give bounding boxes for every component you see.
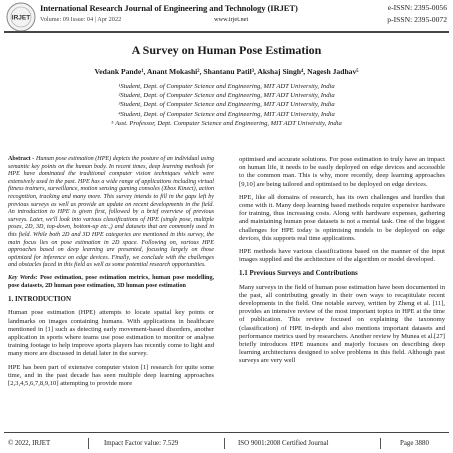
section-heading-previous-surveys: 1.1 Previous Surveys and Contributions (239, 269, 358, 278)
journal-title: International Research Journal of Engineering and Technology (IRJET) (40, 3, 298, 13)
footer-separator (380, 438, 381, 449)
keywords-text: Pose estimation, pose estimation metrics, human pose modelling, pose datasets, 2D human pose estimation, 3D human pose estimation (8, 274, 215, 289)
right-column (239, 156, 445, 371)
author-list: Vedank Pande¹, Anant Mokashi², Shantanu Patil³, Akshaj Singh⁴, Nagesh Jadhav⁵ (94, 67, 359, 76)
affiliation-4: ⁴Student, Dept. of Computer Science and Engineering, MIT ADT University, India (118, 110, 335, 118)
section-heading-introduction: 1. INTRODUCTION (8, 295, 72, 304)
paper-title: A Survey on Human Pose Estimation (131, 43, 322, 57)
affiliations (0, 82, 453, 128)
body-paragraph-1: optimised and accurate solutions. For pose estimation to truly have an impact on human life, it needs to be easily deployed on edge devices and accessible to the common man. This is why, more recently, deep learning approaches [9,10] are being tailored and optimised to be deployed on edge devices. (239, 156, 445, 188)
keywords (8, 275, 214, 290)
footer-divider (4, 432, 449, 433)
body-paragraph-2: HPE, like all domains of research, has its own challenges and hurdles that come with it. Many deep learning based methods require expensive hardware for training, thus increasing costs. Along with hardware expenses, gathering and maintaining human pose datasets is not a menial task. One of the biggest challenges for HPE today is optimising models to be deployed on edge devices, this supports real time applications. (239, 193, 445, 242)
footer-iso: ISO 9001:2008 Certified Journal (238, 440, 329, 447)
journal-header (0, 0, 453, 34)
body-paragraph-4: Many surveys in the field of human pose estimation have been documented in the past, all contributing greatly in their own ways to recapitulate recent developments in the field. One notable survey, written by Zheng et al. [11], provides an intensive review of the most important topics in HPE at the time of publication. This review focused on explaining the taxonomy (classification) of HPE in-depth and also mentions important datasets and performance metrics used by researchers. Another review by Munea et al.[27] briefly introduces HPE nuances and majorly focuses on describing deep learning architectures designed to solve problems in this field. Although past surveys are very well (239, 283, 445, 365)
keywords-label: Key Words: (8, 274, 38, 281)
affiliation-2: ²Student, Dept. of Computer Science and Engineering, MIT ADT University, India (118, 92, 335, 100)
header-divider (4, 31, 449, 33)
affiliation-1: ¹Student, Dept. of Computer Science and Engineering, MIT ADT University, India (118, 83, 335, 90)
footer-copyright: © 2022, IRJET (8, 440, 51, 447)
journal-url[interactable]: www.irjet.net (214, 16, 249, 23)
abstract (8, 156, 214, 270)
intro-paragraph-2: HPE has been part of extensive computer vision [1] research for quite some time, and in the past decade has seen multiple deep learning approaches [2,3,4,5,6,7,8,9,10] attempting to provide more (8, 363, 214, 387)
abstract-text: Human pose estimation (HPE) depicts the posture of an individual using semantic key points on the human body. In recent times, deep learning methods for HPE have dominated the traditional computer vision techniques which were extensively used in the past. HPE has a wide range of applications including virtual fitness trainers, surveillance, motion sensing gaming consoles (Xbox Kinect), action recognition, tracking and many more. This survey intends to fill in the gaps left by previous surveys as well as provide an update on recent developments in the field. An introduction to HPE is given first, followed by a brief overview of previous surveys. Later, we'll look into various classifications of HPE (single pose, multiple poses, 2D, 3D, top-down, bottom-up etc.,) and datasets that are commonly used in this field. While both 2D and 3D HPE categories are mentioned in this survey, the main focus lies on pose estimation in 2D space. Following on, various HPE approaches based on deep learning are presented, focusing largely on those optimized for inference on edge devices. Finally, we conclude with the challenges and obstacles faced in this field as well as some potential research opportunities. (8, 156, 214, 269)
left-column (8, 156, 214, 393)
footer-separator (88, 438, 89, 449)
e-issn: e-ISSN: 2395-0056 (387, 3, 447, 12)
footer-page-number: Page 3880 (400, 440, 429, 447)
volume-issue: Volume: 09 Issue: 04 | Apr 2022 (40, 16, 122, 23)
abstract-label: Abstract - (8, 156, 35, 162)
affiliation-5: ⁵ Asst. Professor, Dept. Computer Science and Engineering, MIT ADT University, India (111, 119, 342, 127)
irjet-logo-icon (6, 2, 36, 32)
p-issn: p-ISSN: 2395-0072 (387, 15, 447, 24)
affiliation-3: ³Student, Dept. of Computer Science and Engineering, MIT ADT University, India (118, 101, 335, 109)
intro-paragraph-1: Human pose estimation (HPE) attempts to locate spatial key points or landmarks on images containing humans. With applications in healthcare mentioned in [1] such as detecting early movement-based disorders, another application in sports where teams use pose estimation to monitor or analyse training footage to help improve sports players has recently come to light and many more are discussed in detail later in the survey. (8, 309, 214, 358)
footer-separator (224, 438, 225, 449)
body-paragraph-3: HPE methods have various classifications based on the manner of the input images supplied and the architecture of the algorithm or model developed. (239, 248, 445, 264)
footer-impact-factor: Impact Factor value: 7.529 (104, 440, 179, 447)
logo-text: IRJET (11, 14, 31, 22)
